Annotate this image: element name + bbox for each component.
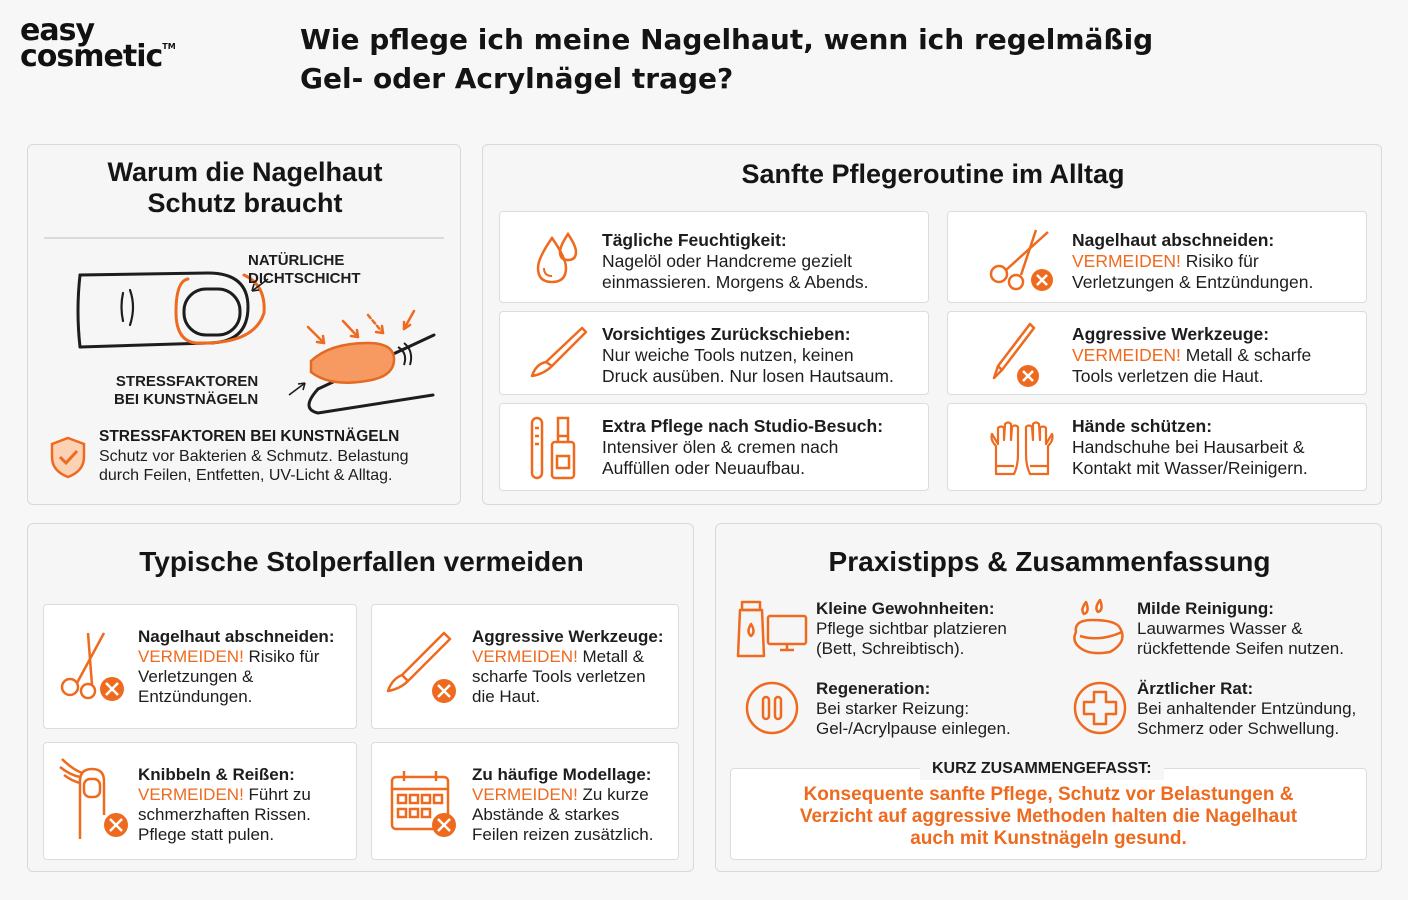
routine-card-studio-care (499, 403, 929, 491)
pitfall-card-text (472, 765, 653, 845)
routine-card-protect-hands (947, 403, 1367, 491)
card-line-1: Führt zu (243, 785, 311, 804)
avoid-warning: VERMEIDEN! (1072, 251, 1181, 271)
pusher-tool-icon (524, 324, 590, 384)
scalpel-x-icon (988, 320, 1058, 390)
card-line-2: Tools verletzen die Haut. (1072, 366, 1264, 386)
pusher-x-icon (384, 629, 460, 705)
pitfall-card-text (472, 627, 663, 707)
card-line-2: Druck ausüben. Nur losen Hautsaum. (602, 366, 894, 386)
tip-line-2: rückfettende Seifen nutzen. (1137, 639, 1344, 658)
card-heading: Hände schützen: (1072, 416, 1213, 436)
card-heading: Tägliche Feuchtigkeit: (602, 230, 787, 250)
tip-medical-advice (1137, 679, 1356, 739)
why-panel (27, 144, 461, 505)
why-title-line-1: Warum die Nagelhaut (107, 157, 383, 187)
card-line-1: Risiko für (1180, 251, 1259, 271)
tip-heading: Milde Reinigung: (1137, 599, 1274, 618)
avoid-warning: VERMEIDEN! (138, 647, 244, 666)
avoid-warning: VERMEIDEN! (1072, 345, 1181, 365)
tip-line-1: Bei starker Reizung: (816, 699, 970, 718)
pitfall-card-text (138, 765, 311, 845)
stress-factors-label (114, 373, 258, 409)
pitfall-card-aggressive-tools (371, 604, 679, 729)
logo-line-2: cosmetic (20, 38, 163, 74)
card-line-3: die Haut. (472, 687, 541, 706)
tip-heading: Regeneration: (816, 679, 931, 698)
routine-card-text (1072, 230, 1313, 293)
brand-logo (20, 13, 176, 74)
pitfall-card-text (138, 627, 334, 707)
tip-line-2: Gel-/Acrylpause einlegen. (816, 719, 1011, 738)
droplets-icon (530, 232, 582, 288)
medical-cross-icon (1072, 680, 1128, 736)
pause-icon (744, 680, 800, 736)
summary-line-2: Verzicht auf aggressive Methoden halten die Nagelhaut (799, 806, 1298, 827)
card-heading: Vorsichtiges Zurückschieben: (602, 324, 851, 344)
summary-line-3: auch mit Kunstnägeln gesund. (910, 828, 1187, 849)
shield-check-icon (48, 435, 88, 479)
routine-card-text (602, 416, 883, 479)
card-line-2: einmassieren. Morgens & Abends. (602, 272, 869, 292)
tip-cleaning (1137, 599, 1344, 659)
page-title: Wie pflege ich meine Nagelhaut, wenn ich regelmäßig Gel- oder Acrylnägel trage? (300, 23, 1154, 95)
tip-habits (816, 599, 1007, 659)
natural-layer-label (248, 252, 361, 288)
routine-card-text (1072, 324, 1311, 387)
routine-panel (482, 144, 1382, 505)
natural-label-line-1: NATÜRLICHE (248, 252, 345, 269)
card-heading: Nagelhaut abschneiden: (138, 627, 335, 646)
pitfalls-panel (27, 523, 694, 872)
gloves-icon (986, 418, 1058, 478)
card-heading: Extra Pflege nach Studio-Besuch: (602, 416, 884, 436)
logo-line-1: easy (20, 13, 95, 48)
card-line-3: Feilen reizen zusätzlich. (472, 825, 654, 844)
tip-heading: Kleine Gewohnheiten: (816, 599, 995, 618)
why-info-heading: STRESSFAKTOREN BEI KUNSTNÄGELN (99, 428, 400, 445)
routine-title: Sanfte Pflegeroutine im Alltag (741, 159, 1125, 189)
routine-card-cut-cuticle (947, 211, 1367, 303)
card-line-1: Metall & (577, 647, 644, 666)
natural-label-line-2: DICHTSCHICHT (248, 270, 361, 287)
file-polish-icon (528, 414, 588, 482)
why-divider (44, 237, 444, 239)
tip-line-1: Pflege sichtbar platzieren (816, 619, 1007, 638)
why-info-line-2: durch Feilen, Entfetten, UV-Licht & Alltag. (99, 467, 393, 484)
card-line-3: Entzündungen. (138, 687, 253, 706)
scissors-x-icon (986, 226, 1056, 292)
summary-line-1: Konsequente sanfte Pflege, Schutz vor Belastungen & (803, 784, 1294, 805)
card-line-2: Verletzungen & (138, 667, 254, 686)
why-title-line-2: Schutz braucht (147, 188, 343, 218)
calendar-x-icon (388, 769, 460, 841)
stress-label-line-2: BEI KUNSTNÄGELN (114, 391, 259, 408)
card-line-1: Intensiver ölen & cremen nach (602, 437, 839, 457)
card-heading: Zu häufige Modellage: (472, 765, 652, 784)
routine-card-text (1072, 416, 1308, 479)
card-line-2: scharfe Tools verletzen (472, 667, 646, 686)
pitfalls-title: Typische Stolperfallen vermeiden (139, 546, 584, 577)
card-line-2: Auffüllen oder Neuaufbau. (602, 458, 806, 478)
lotion-monitor-icon (736, 598, 808, 660)
why-info-text (99, 447, 408, 485)
pitfall-card-frequent-modelling (371, 742, 679, 860)
routine-card-push-back (499, 311, 929, 395)
card-line-1: Metall & scharfe (1180, 345, 1312, 365)
tip-line-1: Lauwarmes Wasser & (1137, 619, 1303, 638)
avoid-warning: VERMEIDEN! (138, 785, 244, 804)
logo-trademark: TM (162, 41, 176, 51)
card-heading: Knibbeln & Reißen: (138, 765, 295, 784)
avoid-warning: VERMEIDEN! (472, 647, 578, 666)
finger-picking-x-icon (58, 755, 132, 841)
summary-text (730, 784, 1367, 850)
tip-line-2: Schmerz oder Schwellung. (1137, 719, 1340, 738)
routine-card-text (602, 230, 869, 293)
tip-heading: Ärztlicher Rat: (1137, 679, 1254, 698)
tips-title: Praxistipps & Zusammenfassung (828, 546, 1271, 577)
soap-water-icon (1070, 598, 1130, 660)
avoid-warning: VERMEIDEN! (472, 785, 578, 804)
routine-card-moisture (499, 211, 929, 303)
card-line-1: Zu kurze (577, 785, 649, 804)
tip-line-2: (Bett, Schreibtisch). (816, 639, 965, 658)
pitfall-card-picking (43, 742, 357, 860)
summary-label: KURZ ZUSAMMENGEFASST: (920, 758, 1164, 780)
card-line-1: Nur weiche Tools nutzen, keinen (602, 345, 854, 365)
card-line-2: Kontakt mit Wasser/Reinigern. (1072, 458, 1308, 478)
card-line-1: Nagelöl oder Handcreme gezielt (602, 251, 852, 271)
tips-panel (715, 523, 1382, 872)
tip-line-1: Bei anhaltender Entzündung, (1137, 699, 1357, 718)
stress-label-line-1: STRESSFAKTOREN (115, 373, 259, 390)
card-line-2: schmerzhaften Rissen. (138, 805, 311, 824)
card-line-2: Abstände & starkes (472, 805, 620, 824)
card-heading: Aggressive Werkzeuge: (472, 627, 664, 646)
pitfall-card-cut-cuticle (43, 604, 357, 729)
why-info-line-1: Schutz vor Bakterien & Schmutz. Belastung (99, 448, 409, 465)
card-heading: Aggressive Werkzeuge: (1072, 324, 1270, 344)
routine-card-text (602, 324, 894, 387)
card-line-2: Verletzungen & Entzündungen. (1072, 272, 1314, 292)
card-line-1: Handschuhe bei Hausarbeit & (1072, 437, 1305, 457)
why-title (28, 157, 462, 219)
card-heading: Nagelhaut abschneiden: (1072, 230, 1275, 250)
scissors-x-icon (58, 629, 130, 705)
routine-card-aggressive-tools (947, 311, 1367, 395)
card-line-1: Risiko für (243, 647, 320, 666)
card-line-3: Pflege statt pulen. (138, 825, 275, 844)
tip-regeneration (816, 679, 1011, 739)
